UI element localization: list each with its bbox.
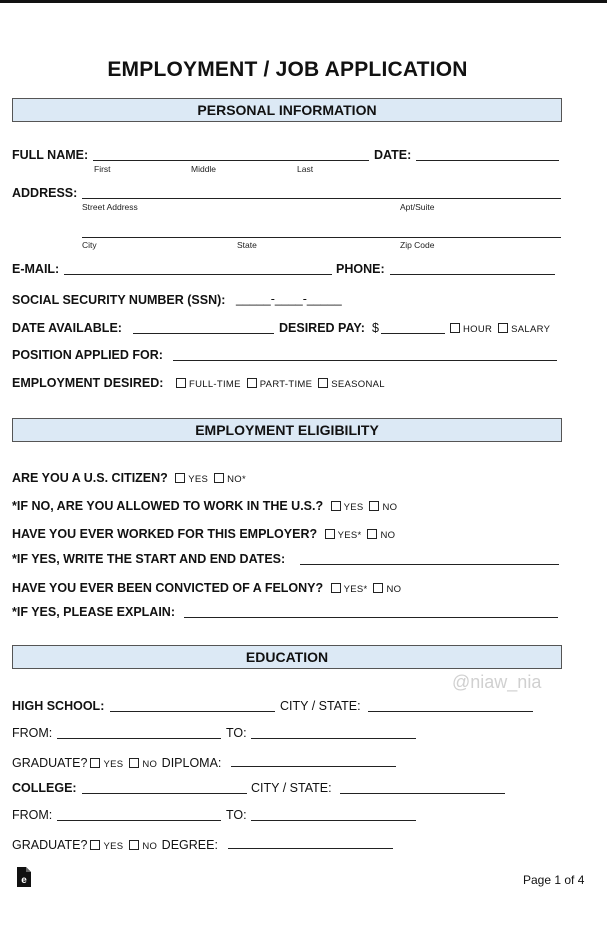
felony-question: HAVE YOU EVER BEEN CONVICTED OF A FELONY? (12, 581, 324, 595)
work-allowed-question: *IF NO, ARE YOU ALLOWED TO WORK IN THE U.S.? (12, 499, 324, 513)
college-label: COLLEGE: (12, 781, 77, 795)
employment-options (173, 378, 385, 390)
document-e-icon (16, 866, 32, 888)
college-graduate-row (12, 836, 218, 854)
section-education: EDUCATION (12, 645, 562, 669)
salary-checkbox[interactable] (498, 323, 508, 333)
watermark: @niaw_nia (452, 672, 542, 692)
felony-row (12, 579, 401, 597)
date-available-field[interactable] (133, 333, 274, 334)
street-address-field[interactable] (82, 198, 561, 199)
college-graduate-no-checkbox[interactable] (129, 840, 139, 850)
citizen-question-row (12, 469, 246, 487)
street-address-caption: Street Address (82, 202, 138, 212)
college-graduate-yes-checkbox[interactable] (90, 840, 100, 850)
ssn-label: SOCIAL SECURITY NUMBER (SSN): (12, 293, 226, 307)
hs-graduate-yes-label: YES (103, 759, 124, 770)
date-available-label: DATE AVAILABLE: (12, 321, 122, 335)
citizen-yes-checkbox[interactable] (175, 473, 185, 483)
worked-before-yes-label: YES* (337, 530, 362, 541)
work-allowed-row (12, 497, 397, 515)
hs-from-field[interactable] (57, 738, 221, 739)
hs-graduate-no-checkbox[interactable] (129, 758, 139, 768)
college-to-label: TO: (226, 808, 247, 822)
hs-graduate-yes-checkbox[interactable] (90, 758, 100, 768)
top-border (0, 0, 607, 3)
part-time-label: PART-TIME (259, 379, 313, 390)
hs-city-state-label: CITY / STATE: (280, 699, 361, 713)
college-graduate-label: GRADUATE? (12, 838, 88, 852)
employment-desired-label: EMPLOYMENT DESIRED: (12, 376, 164, 390)
full-name-label: FULL NAME: (12, 148, 89, 162)
phone-field[interactable] (390, 274, 555, 275)
hour-label: HOUR (463, 324, 493, 335)
felony-yes-checkbox[interactable] (331, 583, 341, 593)
email-field[interactable] (64, 274, 332, 275)
degree-field[interactable] (228, 848, 393, 849)
work-allowed-yes-checkbox[interactable] (331, 501, 341, 511)
diploma-field[interactable] (231, 766, 396, 767)
worked-before-question: HAVE YOU EVER WORKED FOR THIS EMPLOYER? (12, 527, 318, 541)
first-caption: First (94, 164, 111, 174)
hour-checkbox[interactable] (450, 323, 460, 333)
section-employment-eligibility: EMPLOYMENT ELIGIBILITY (12, 418, 562, 442)
ssn-field[interactable]: _____-____-_____ (236, 292, 342, 306)
hs-to-field[interactable] (251, 738, 416, 739)
degree-label: DEGREE: (161, 838, 218, 852)
work-allowed-yes-label: YES (343, 502, 364, 513)
phone-label: PHONE: (336, 262, 385, 276)
citizen-question: ARE YOU A U.S. CITIZEN? (12, 471, 168, 485)
address-label: ADDRESS: (12, 186, 78, 200)
position-label: POSITION APPLIED FOR: (12, 348, 163, 362)
salary-label: SALARY (511, 324, 551, 335)
hs-graduate-label: GRADUATE? (12, 756, 88, 770)
part-time-checkbox[interactable] (247, 378, 257, 388)
worked-before-no-label: NO (380, 530, 396, 541)
college-from-label: FROM: (12, 808, 53, 822)
full-name-field[interactable] (93, 160, 369, 161)
dollar-sign: $ (372, 321, 379, 335)
college-graduate-no-label: NO (142, 841, 158, 852)
state-caption: State (237, 240, 257, 250)
seasonal-checkbox[interactable] (318, 378, 328, 388)
page-number: Page 1 of 4 (523, 873, 585, 887)
zip-code-caption: Zip Code (400, 240, 435, 250)
explain-field[interactable] (184, 617, 558, 618)
college-graduate-yes-label: YES (103, 841, 124, 852)
page-title: EMPLOYMENT / JOB APPLICATION (107, 58, 468, 81)
full-time-checkbox[interactable] (176, 378, 186, 388)
college-from-field[interactable] (57, 820, 221, 821)
college-to-field[interactable] (251, 820, 416, 821)
college-field[interactable] (82, 793, 247, 794)
high-school-label: HIGH SCHOOL: (12, 699, 105, 713)
college-city-state-field[interactable] (340, 793, 505, 794)
position-field[interactable] (173, 360, 557, 361)
explain-label: *IF YES, PLEASE EXPLAIN: (12, 605, 176, 619)
hs-graduate-row (12, 754, 221, 772)
felony-no-checkbox[interactable] (373, 583, 383, 593)
diploma-label: DIPLOMA: (161, 756, 222, 770)
apt-suite-caption: Apt/Suite (400, 202, 435, 212)
hs-graduate-no-label: NO (142, 759, 158, 770)
svg-text:e: e (21, 875, 27, 886)
worked-before-yes-checkbox[interactable] (325, 529, 335, 539)
hs-from-label: FROM: (12, 726, 53, 740)
seasonal-label: SEASONAL (331, 379, 385, 390)
desired-pay-field[interactable] (381, 333, 445, 334)
high-school-field[interactable] (110, 711, 275, 712)
middle-caption: Middle (191, 164, 217, 174)
desired-pay-label: DESIRED PAY: (279, 321, 365, 335)
work-allowed-no-checkbox[interactable] (369, 501, 379, 511)
citizen-no-checkbox[interactable] (214, 473, 224, 483)
college-city-state-label: CITY / STATE: (251, 781, 332, 795)
section-personal-information: PERSONAL INFORMATION (12, 98, 562, 122)
worked-before-no-checkbox[interactable] (367, 529, 377, 539)
citizen-yes-label: YES (188, 474, 209, 485)
city-caption: City (82, 240, 97, 250)
full-time-label: FULL-TIME (189, 379, 241, 390)
start-end-dates-field[interactable] (300, 564, 559, 565)
date-field[interactable] (416, 160, 559, 161)
pay-options (447, 323, 550, 335)
date-label: DATE: (374, 148, 412, 162)
felony-yes-label: YES* (343, 584, 368, 595)
email-label: E-MAIL: (12, 262, 60, 276)
start-end-dates-label: *IF YES, WRITE THE START AND END DATES: (12, 552, 286, 566)
last-caption: Last (297, 164, 314, 174)
city-state-zip-field[interactable] (82, 237, 561, 238)
citizen-no-label: NO* (227, 474, 246, 485)
hs-to-label: TO: (226, 726, 247, 740)
hs-city-state-field[interactable] (368, 711, 533, 712)
work-allowed-no-label: NO (382, 502, 398, 513)
worked-before-row (12, 525, 395, 543)
felony-no-label: NO (386, 584, 402, 595)
